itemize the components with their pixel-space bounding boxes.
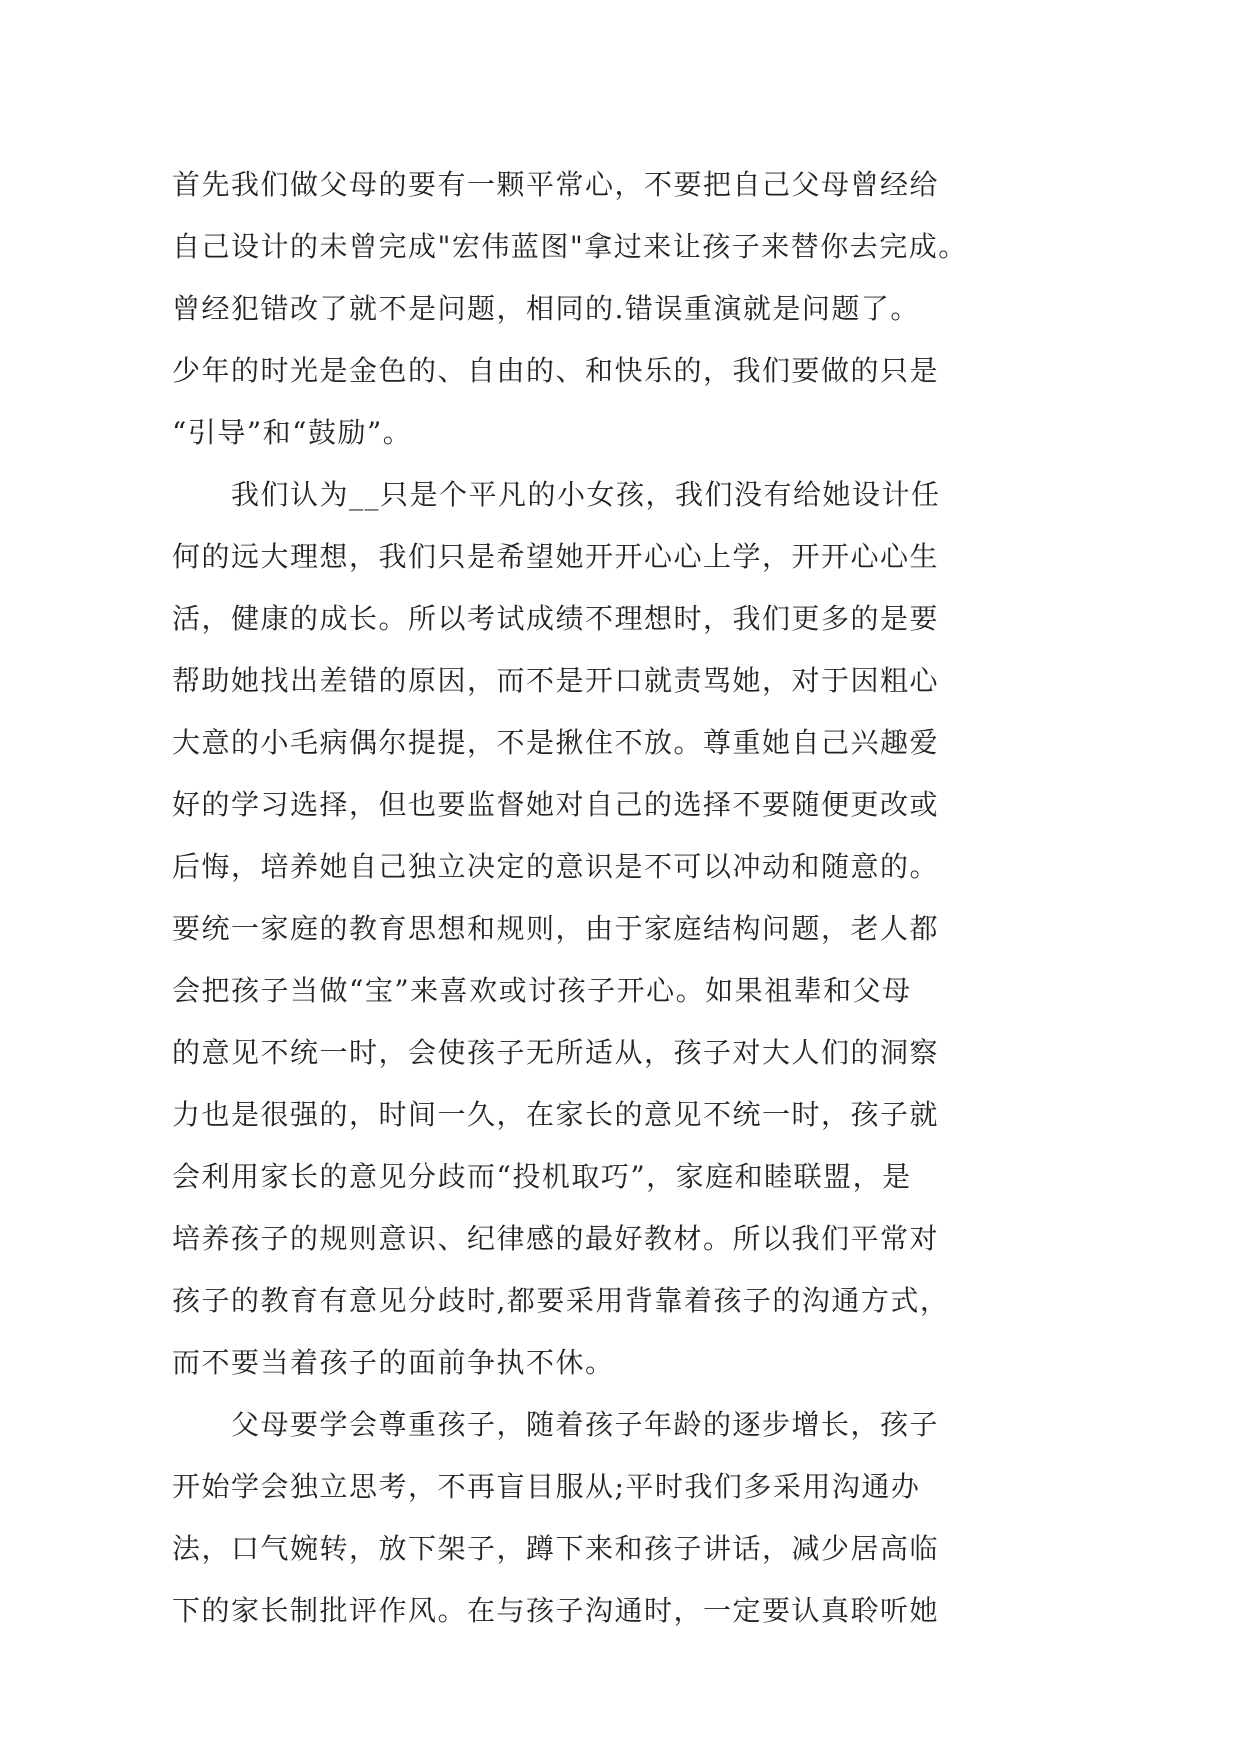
text-line: 会把孩子当做“宝”来喜欢或讨孩子开心。如果祖辈和父母	[172, 974, 912, 1007]
text-line: 下的家长制批评作风。在与孩子沟通时，一定要认真聆听她	[172, 1594, 940, 1627]
text-line: 后悔，培养她自己独立决定的意识是不可以冲动和随意的。	[172, 850, 940, 883]
text-line: 要统一家庭的教育思想和规则，由于家庭结构问题，老人都	[172, 912, 940, 945]
text-line: 好的学习选择，但也要监督她对自己的选择不要随便更改或	[172, 788, 940, 821]
text-line: 会利用家长的意见分歧而“投机取巧”，家庭和睦联盟，是	[172, 1160, 912, 1193]
text-line: “引导”和“鼓励”。	[172, 416, 413, 449]
text-line: 首先我们做父母的要有一颗平常心，不要把自己父母曾经给	[172, 168, 940, 201]
text-line: 自己设计的未曾完成"宏伟蓝图"拿过来让孩子来替你去完成。	[172, 230, 968, 263]
text-line: 曾经犯错改了就不是问题，相同的.错误重演就是问题了。	[172, 292, 920, 325]
text-line: 法，口气婉转，放下架子，蹲下来和孩子讲话，减少居高临	[172, 1532, 940, 1565]
paragraph-first-line: 我们认为__只是个平凡的小女孩，我们没有给她设计任	[231, 478, 941, 511]
text-line: 力也是很强的，时间一久，在家长的意见不统一时，孩子就	[172, 1098, 940, 1131]
text-line: 何的远大理想，我们只是希望她开开心心上学，开开心心生	[172, 540, 940, 573]
text-line: 少年的时光是金色的、自由的、和快乐的，我们要做的只是	[172, 354, 940, 387]
text-line: 帮助她找出差错的原因，而不是开口就责骂她，对于因粗心	[172, 664, 940, 697]
text-line: 活，健康的成长。所以考试成绩不理想时，我们更多的是要	[172, 602, 940, 635]
text-line: 孩子的教育有意见分歧时,都要采用背靠着孩子的沟通方式，	[172, 1284, 950, 1317]
text-line: 开始学会独立思考，不再盲目服从;平时我们多采用沟通办	[172, 1470, 921, 1503]
body-text	[172, 154, 1172, 1642]
text-line: 培养孩子的规则意识、纪律感的最好教材。所以我们平常对	[172, 1222, 940, 1255]
paragraph-first-line: 父母要学会尊重孩子，随着孩子年龄的逐步增长，孩子	[231, 1408, 940, 1441]
text-line: 而不要当着孩子的面前争执不休。	[172, 1346, 615, 1379]
text-line: 大意的小毛病偶尔提提，不是揪住不放。尊重她自己兴趣爱	[172, 726, 940, 759]
text-line: 的意见不统一时，会使孩子无所适从，孩子对大人们的洞察	[172, 1036, 940, 1069]
